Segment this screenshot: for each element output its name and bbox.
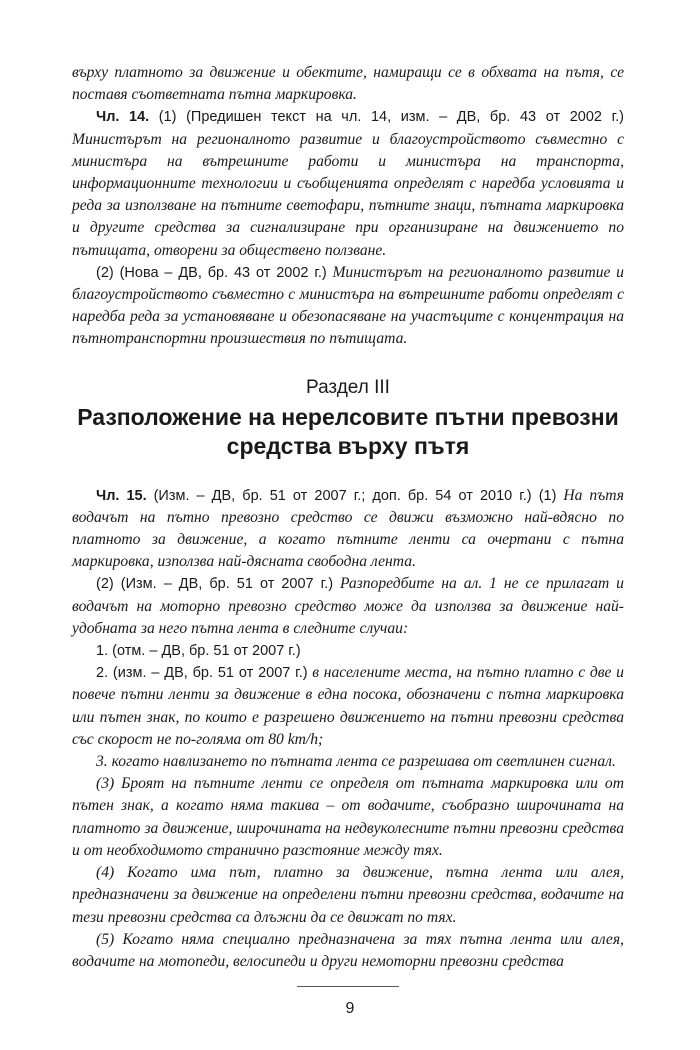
paragraph-text: (5) Когато няма специално предназначена за тях пътна лента или алея, водачите на мотопеди, велосипеди и други немоторни превозни средства — [72, 930, 624, 970]
page-number: 9 — [345, 1000, 355, 1017]
article-15-paragraph-1 — [72, 485, 624, 574]
paragraph-text: върху платното за движение и обектите, намиращи се в обхвата на пътя, се поставя съответната пътна маркировка. — [72, 64, 624, 104]
section-title: Разположение на нерелсовите пътни превозни средства върху пътя — [77, 403, 619, 459]
amendment-note: (1) (Предишен текст на чл. 14, изм. – ДВ, бр. 43 от 2002 г.) — [158, 109, 624, 126]
amendment-note: 2. (изм. – ДВ, бр. 51 от 2007 г.) — [96, 665, 308, 682]
footer-rule — [297, 986, 399, 987]
paragraph-text: в населените места, на пътно платно с две и повече пътни ленти за движение в една посока, обозначени с пътна маркировка или пътен знак, по които е разрешено движението на пътни превозни средства със скорост не по-голяма от 80 km/h; — [72, 664, 624, 748]
amendment-note: 1. (отм. – ДВ, бр. 51 от 2007 г.) — [96, 643, 301, 660]
paragraph-text: (4) Когато има път, платно за движение, пътна лента или алея, предназначени за движение на определени пътни превозни средства, водачите на тези превозни средства са длъжни да се движат по тях. — [72, 864, 624, 926]
paragraph-continuation — [72, 62, 624, 106]
article-15-paragraph-3 — [72, 773, 624, 862]
paragraph-text: На пътя водачът на пътно превозно средство се движи възможно най-вдясно по платното за движение, а когато пътните ленти са очертани с пътна маркировка, използва най-дясната свободна лента. — [72, 486, 624, 571]
list-item-1 — [72, 640, 624, 662]
list-item-2 — [72, 662, 624, 751]
document-page — [72, 62, 624, 973]
paragraph-text: (3) Броят на пътните ленти се определя от пътната маркировка или от пътен знак, а когато няма такива – от водачите, съобразно широчината на платното за движение, широчината на недвуколесните пътни превозни средства и от необходимото странично разстояние между тях. — [72, 775, 624, 859]
article-number: Чл. 15. — [96, 487, 147, 504]
section-label: Раздел III — [306, 376, 390, 398]
article-number: Чл. 14. — [96, 109, 150, 126]
paragraph-text: Министърът на регионалното развитие и благоустройството съвместно с министъра на вътрешните работи определят с наредба реда за установяване и обезопасяване на участъците с концентрация на пътнотранспортни произшествия по пътищата. — [72, 263, 624, 348]
paragraph-text: 3. когато навлизането по пътната лента се разрешава от светлинен сигнал. — [96, 753, 616, 771]
paragraph-text: Разпоредбите на ал. 1 не се прилагат и водачът на моторно превозно средство може да използва за движение най-удобната за него пътна лента в следните случаи: — [72, 575, 624, 637]
amendment-note: (Изм. – ДВ, бр. 51 от 2007 г.; доп. бр. 54 от 2010 г.) (1) — [153, 487, 557, 504]
paragraph-text: Министърът на регионалното развитие и благоустройството съвместно с министъра на вътрешните работи и министъра на транспорта, информационните технологии и съобщенията определят с наредба условията и реда за използване на пътните светофари, пътните знаци, пътната маркировка и другите средства за сигнализиране при организиране на движението по пътищата, отворени за обществено ползване. — [72, 130, 624, 259]
amendment-note: (2) (Изм. – ДВ, бр. 51 от 2007 г.) — [96, 576, 334, 593]
article-15-paragraph-5 — [72, 929, 624, 973]
list-item-3 — [72, 751, 624, 773]
article-14-paragraph-2 — [72, 262, 624, 351]
amendment-note: (2) (Нова – ДВ, бр. 43 от 2002 г.) — [96, 264, 327, 281]
article-15-paragraph-4 — [72, 862, 624, 929]
article-14-paragraph-1 — [72, 106, 624, 261]
article-15-paragraph-2 — [72, 573, 624, 640]
